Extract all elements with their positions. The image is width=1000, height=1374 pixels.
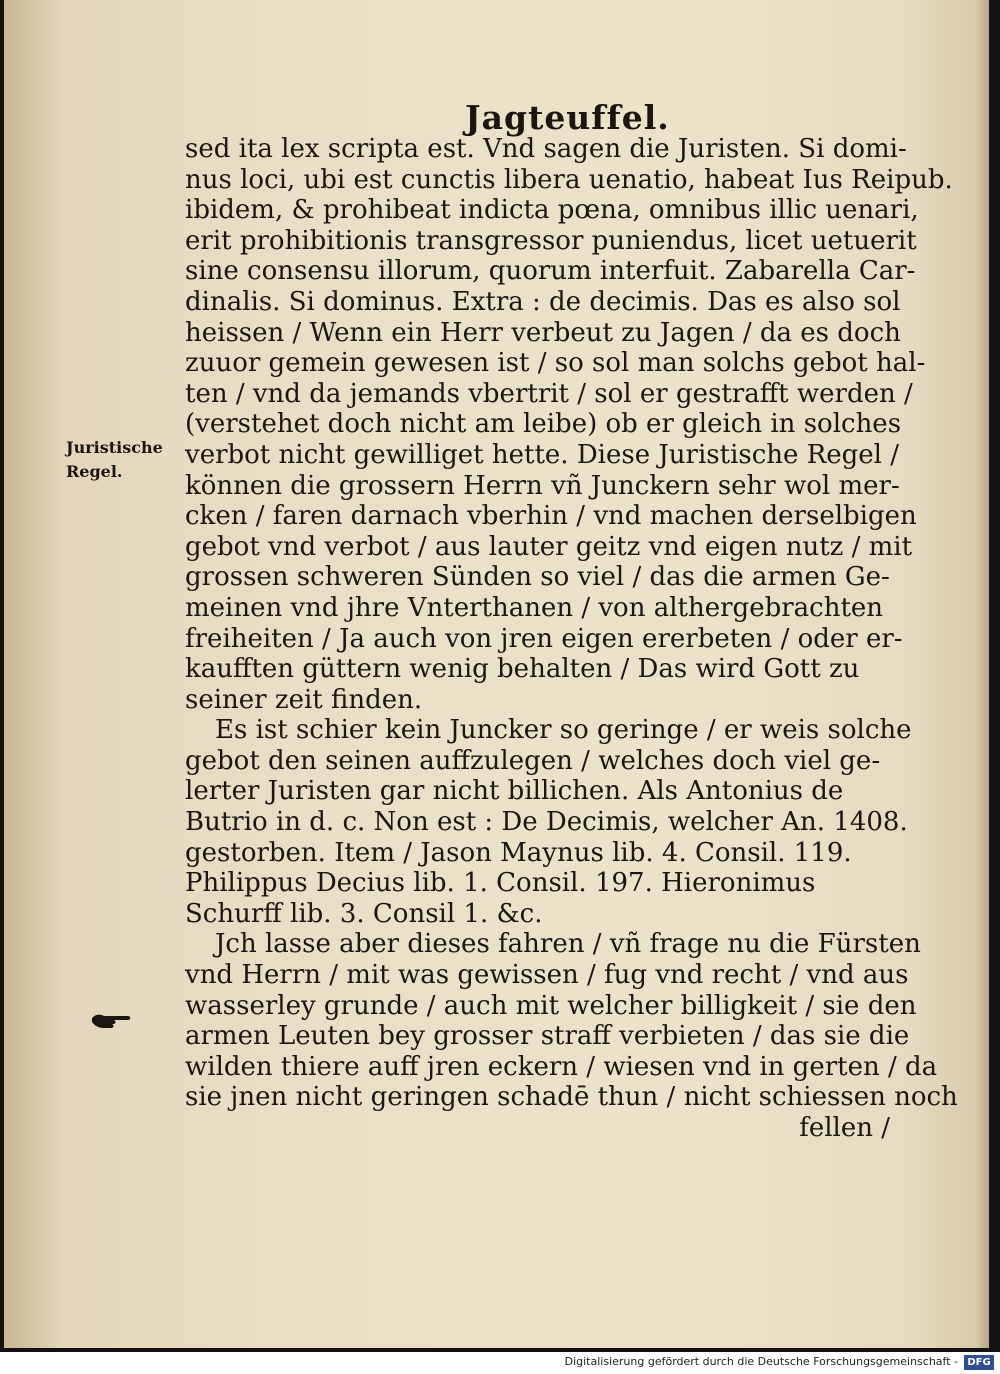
text-line: sed ita lex scripta est. Vnd sagen die Juristen. Si domi-: [185, 134, 907, 164]
text-line: Schurff lib. 3. Consil 1. &c.: [185, 898, 543, 929]
funding-credit: Digitalisierung gefördert durch die Deutsche Forschungsgemeinschaft -: [564, 1355, 958, 1368]
margin-note-line: Juristische: [66, 438, 163, 457]
text-line: sine consensu illorum, quorum interfuit. Zabarella Car-: [185, 256, 916, 287]
text-line: freiheiten / Ja auch von jren eigen ererbeten / oder er-: [185, 623, 903, 654]
text-line: gebot den seinen auffzulegen / welches doch viel ge-: [185, 745, 881, 776]
text-line: heissen / Wenn ein Herr verbeut zu Jagen / da es doch: [185, 317, 901, 348]
text-line: erit prohibitionis transgressor puniendus, licet uetuerit: [185, 225, 917, 256]
text-line: Jch lasse aber dieses fahren / vñ frage nu die Fürsten: [215, 929, 921, 960]
text-line: nus loci, ubi est cunctis libera uenatio, habeat Ius Reipub.: [185, 164, 953, 195]
text-line: können die grossern Herrn vñ Junckern sehr wol mer-: [185, 470, 900, 501]
margin-note: [66, 436, 181, 484]
text-line: armen Leuten bey grosser straff verbieten / das sie die: [185, 1021, 910, 1052]
text-line: cken / faren darnach vberhin / vnd machen derselbigen: [185, 501, 917, 532]
text-line: (verstehet doch nicht am leibe) ob er gleich in solches: [185, 409, 902, 440]
running-head: Jagteuffel.: [465, 98, 670, 137]
manicule-icon: [90, 1010, 132, 1032]
text-line: Philippus Decius lib. 1. Consil. 197. Hieronimus: [185, 868, 816, 899]
text-line: seiner zeit finden.: [185, 684, 423, 715]
text-line: dinalis. Si dominus. Extra : de decimis. Das es also sol: [185, 286, 901, 317]
dfg-logo: DFG: [964, 1355, 994, 1370]
text-line: ten / vnd da jemands vbertrit / sol er gestrafft werden /: [185, 378, 913, 409]
text-line: zuuor gemein gewesen ist / so sol man solchs gebot hal-: [185, 348, 926, 379]
text-line: gebot vnd verbot / aus lauter geitz vnd eigen nutz / mit: [185, 531, 913, 562]
text-line: meinen vnd jhre Vnterthanen / von althergebrachten: [185, 592, 884, 623]
text-line: wasserley grunde / auch mit welcher billigkeit / sie den: [185, 990, 917, 1021]
text-line: sie jnen nicht geringen schadē thun / nicht schiessen noch: [185, 1082, 958, 1113]
margin-note-line: Regel.: [66, 462, 123, 481]
text-line: Es ist schier kein Juncker so geringe / er weis solche: [215, 715, 912, 746]
body-text: [185, 134, 958, 1144]
text-line: Butrio in d. c. Non est : De Decimis, welcher An. 1408.: [185, 807, 908, 838]
footer-bar: [0, 1352, 1000, 1374]
text-line: vnd Herrn / mit was gewissen / fug vnd recht / vnd aus: [185, 960, 909, 991]
text-line: fellen /: [799, 1113, 890, 1143]
text-line: wilden thiere auff jren eckern / wiesen vnd in gerten / da: [185, 1051, 938, 1082]
text-line: verbot nicht gewilliget hette. Diese Juristische Regel /: [185, 439, 900, 470]
text-line: ibidem, & prohibeat indicta pœna, omnibus illic uenari,: [185, 195, 919, 226]
page-edge: [976, 0, 989, 1348]
text-line: gestorben. Item / Jason Maynus lib. 4. Consil. 119.: [185, 837, 852, 868]
text-line: grossen schweren Sünden so viel / das die armen Ge-: [185, 562, 890, 593]
text-line: lerter Juristen gar nicht billichen. Als Antonius de: [185, 776, 844, 807]
text-line: kaufften güttern wenig behalten / Das wird Gott zu: [185, 654, 860, 685]
